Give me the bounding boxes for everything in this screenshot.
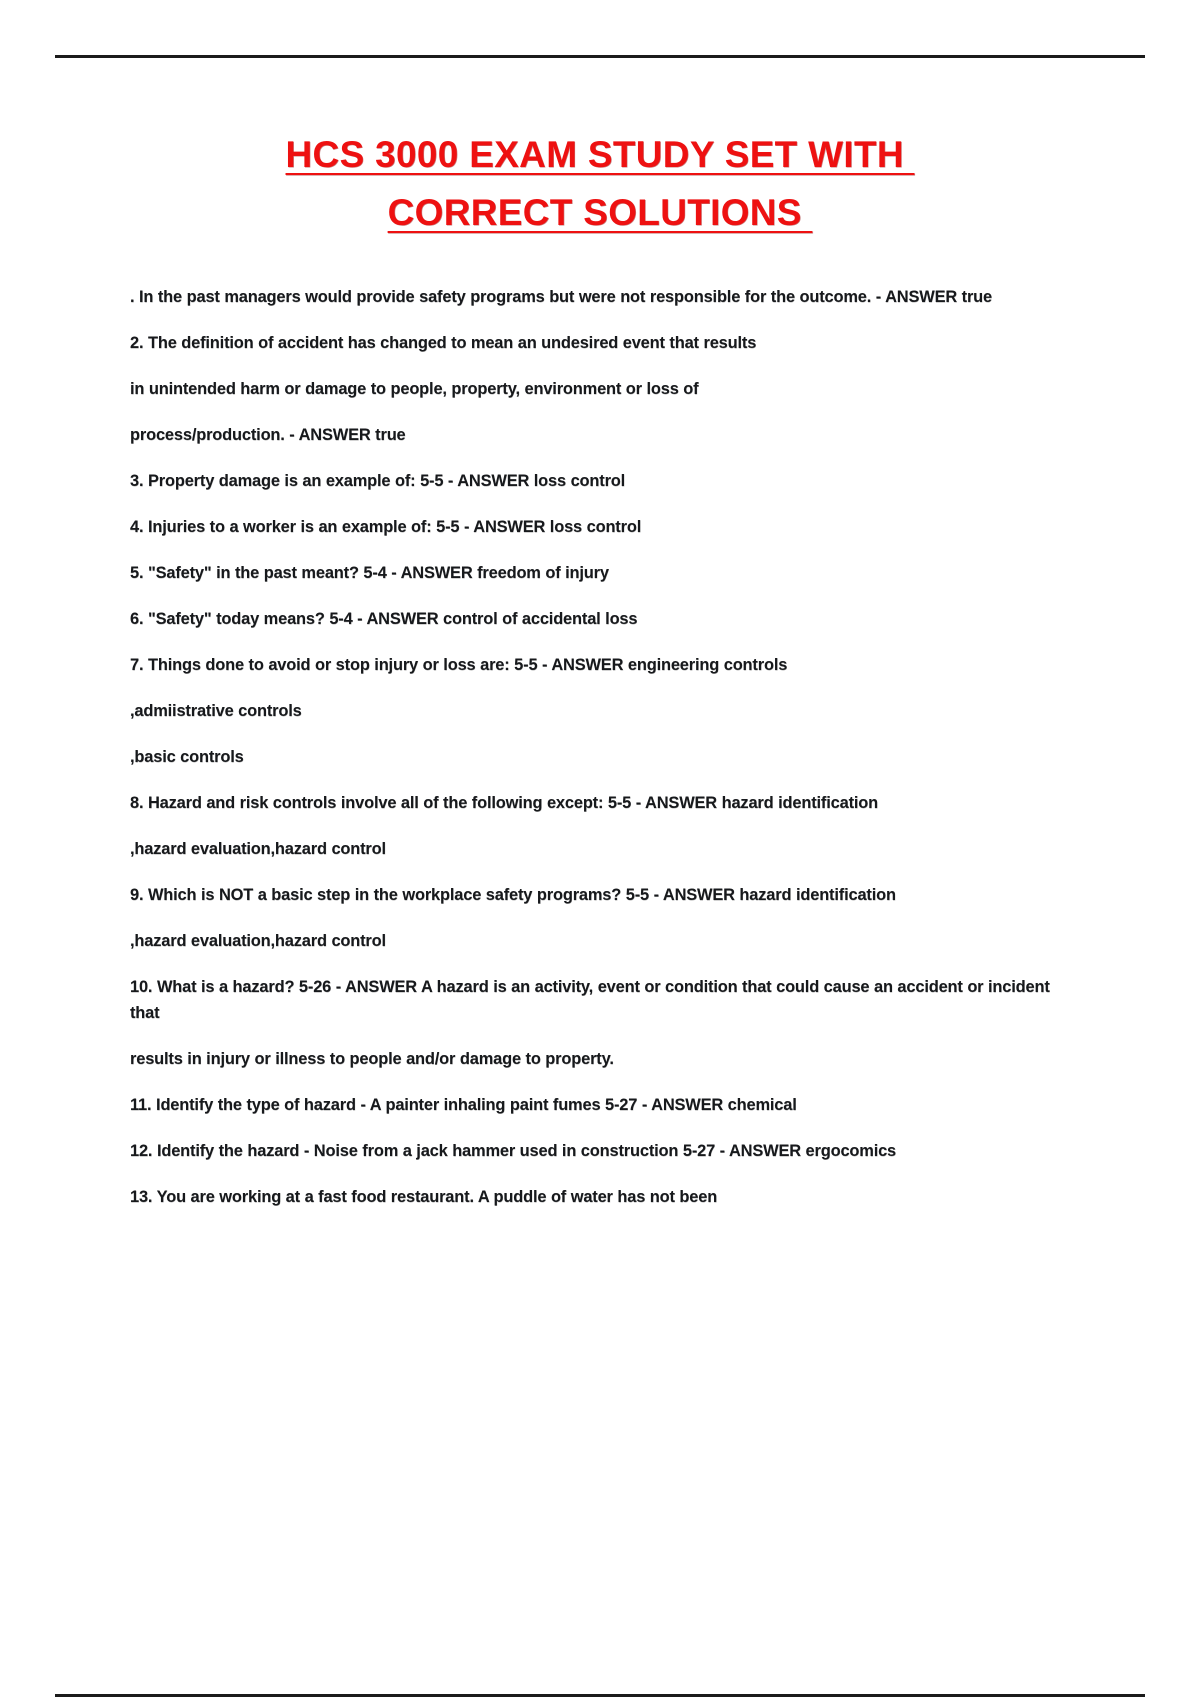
document-body	[0, 284, 1200, 1210]
document-title	[0, 126, 1200, 242]
qa-paragraph-15: ,hazard evaluation,hazard control	[130, 932, 386, 950]
qa-paragraph-5: 3. Property damage is an example of: 5-5 - ANSWER loss control	[130, 472, 626, 490]
qa-paragraph-13: ,hazard evaluation,hazard control	[130, 840, 386, 858]
qa-paragraph-9: 7. Things done to avoid or stop injury or loss are: 5-5 - ANSWER engineering controls	[130, 656, 788, 674]
qa-paragraph-2: 2. The definition of accident has changed to mean an undesired event that results	[130, 334, 757, 352]
title-line-2: CORRECT SOLUTIONS	[387, 192, 813, 233]
qa-paragraph-12: 8. Hazard and risk controls involve all of the following except: 5-5 - ANSWER hazard identification	[130, 794, 879, 812]
qa-paragraph-7: 5. "Safety" in the past meant? 5-4 - ANSWER freedom of injury	[130, 564, 609, 582]
qa-paragraph-14: 9. Which is NOT a basic step in the workplace safety programs? 5-5 - ANSWER hazard identification	[130, 886, 896, 904]
qa-paragraph-20: 13. You are working at a fast food restaurant. A puddle of water has not been	[130, 1188, 718, 1206]
qa-paragraph-8: 6. "Safety" today means? 5-4 - ANSWER control of accidental loss	[130, 610, 638, 628]
qa-paragraph-3: in unintended harm or damage to people, property, environment or loss of	[130, 380, 699, 398]
qa-paragraph-18: 11. Identify the type of hazard - A painter inhaling paint fumes 5-27 - ANSWER chemical	[130, 1096, 797, 1114]
qa-paragraph-16: 10. What is a hazard? 5-26 - ANSWER A hazard is an activity, event or condition that could cause an accident or incident that	[130, 978, 1050, 1022]
title-line-1: HCS 3000 EXAM STUDY SET WITH	[285, 134, 915, 175]
qa-paragraph-19: 12. Identify the hazard - Noise from a jack hammer used in construction 5-27 - ANSWER ergocomics	[130, 1142, 897, 1160]
page-bottom-rule	[55, 1694, 1145, 1697]
qa-paragraph-6: 4. Injuries to a worker is an example of: 5-5 - ANSWER loss control	[130, 518, 642, 536]
qa-paragraph-4: process/production. - ANSWER true	[130, 426, 406, 444]
qa-paragraph-11: ,basic controls	[130, 748, 244, 766]
qa-paragraph-10: ,admiistrative controls	[130, 702, 302, 720]
qa-paragraph-17: results in injury or illness to people and/or damage to property.	[130, 1050, 614, 1068]
qa-paragraph-1: . In the past managers would provide safety programs but were not responsible for the outcome. - ANSWER true	[130, 288, 993, 306]
